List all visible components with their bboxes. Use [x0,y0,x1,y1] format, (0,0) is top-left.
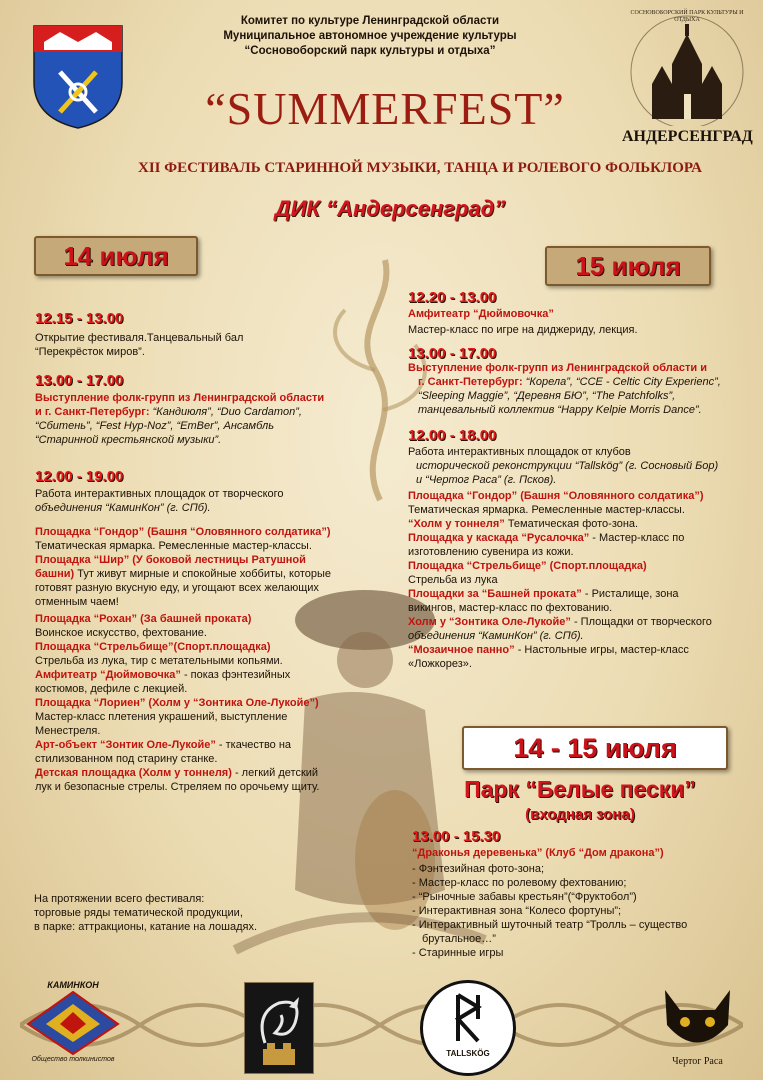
day1-site-shire-desc2: готовят разную вкусную еду, и угощают всех желающих [35,582,319,594]
day2-site-hill-line [408,517,753,531]
day2-site-mermaid-desc1: - Мастер-класс по [589,532,685,544]
day2-block1-time: 12.20 - 13.00 [408,289,497,306]
celtic-knot-ornament [20,975,743,1075]
day2-block2-line3: “Sleeping Maggie”, “Деревня БЮ”, “The Patchfolks”, [418,390,676,402]
day2-site-hill-desc: Тематическая фото-зона. [504,518,639,530]
park-name: Парк “Белые пески” [464,776,696,802]
day1-site-amphi-line [35,668,365,682]
day1-site-lorien-desc1: Мастер-класс плетения украшений, выступление [35,711,288,723]
lynx-icon [650,980,745,1056]
day1-block2-line2 [35,405,365,419]
day1-site-kids-desc1: - легкий детский [231,767,319,779]
andersengrad-logo [622,10,753,156]
footnote-line-3: в парке: аттракционы, катание на лошадях. [34,921,258,933]
festival-footnote [34,892,334,934]
day1-block2-line3: “Сбитень”, “Fest Hyp-Noz”, “EmBer”, Ансамбль [35,420,275,432]
day2-block2-line1: Выступление фолк-групп из Ленинградской области и [408,362,707,374]
day1-site-amphi-desc2: костюмов, дефиле с лекцией. [35,683,188,695]
andersengrad-arc-text: СОСНОВОБОРСКИЙ ПАРК КУЛЬТУРЫ И ОТДЫХА [630,10,744,23]
day2-site-mermaid-line [408,531,753,545]
both-item-5: - Интерактивный шуточный театр “Тролль – существо [412,919,688,931]
day2-block3-line2: исторической реконструкции “Tallskög” (г. Сосновый Бор) [416,460,719,472]
footnote-line-1: На протяжении всего фестиваля: [34,893,205,905]
day2-site-mosaic: “Мозаичное панно” [408,644,515,656]
day1-site-range-desc: Стрельба из лука, тир с метательными копьями. [35,655,283,667]
dragon-house-logo [244,982,314,1074]
park-zone: (входная зона) [525,806,635,823]
day2-site-mosaic-line [408,643,753,657]
header-line-3: “Сосновоборский парк культуры и отдыха” [244,45,496,57]
day1-site-range: Площадка “Стрельбище”(Спорт.площадка) [35,641,271,653]
both-item-6: брутальное…” [422,933,496,945]
tallskog-name: TALLSKÖG [446,1049,490,1058]
day1-site-umbrella-desc2: стилизованном под старину станке. [35,753,218,765]
day1-block2-groups: “Кандиюля”, “Duo Cardamon”, [152,406,302,418]
day1-block1-line2: “Перекрёсток миров”. [35,346,145,358]
both-days-banner: 14 - 15 июля [462,726,728,770]
day1-site-shire-h2: башни) [35,568,78,580]
day2-block2-city: г. Санкт-Петербург: [418,376,526,388]
both-time: 13.00 - 15.30 [412,828,501,845]
day1-site-shire-line2 [35,567,365,581]
day2-site-range-desc: Стрельба из лука [408,574,498,586]
day1-block3-line2: объединения “КаминКон” (г. СПб). [35,502,211,514]
tallskog-logo [420,980,516,1076]
day1-site-rohan-desc: Воинское искусство, фехтование. [35,627,207,639]
day1-block2-line1: Выступление фолк-групп из Ленинградской области [35,392,325,404]
rune-icon [423,983,513,1053]
day1-site-kids: Детская площадка (Холм у тоннеля) [35,767,232,779]
day1-block2-line4: “Старинной крестьянской музыки”. [35,434,222,446]
festival-subtitle: XII ФЕСТИВАЛЬ СТАРИННОЙ МУЗЫКИ, ТАНЦА И РОЛЕВОГО ФОЛЬКЛОРА [138,160,702,176]
day2-block3-time: 12.00 - 18.00 [408,427,497,444]
day2-site-tower-line [408,587,753,601]
day1-block2-time: 13.00 - 17.00 [35,372,124,389]
day2-site-umbrella-line [408,615,753,629]
day2-banner: 15 июля [545,246,711,286]
day2-site-range: Площадка “Стрельбище” (Спорт.площадка) [408,560,647,572]
both-item-2: - Мастер-класс по ролевому фехтованию; [412,877,627,889]
day1-site-rohan: Площадка “Рохан” (За башней проката) [35,613,252,625]
kaminkon-name: КАМИНКОН [47,980,99,990]
day1-site-umbrella-desc1: - ткачество на [215,739,292,751]
day2-site-mermaid: Площадка у каскада “Русалочка” [408,532,590,544]
day2-site-gondor-desc: Тематическая ярмарка. Ремесленные мастер-классы. [408,504,685,516]
day1-site-shire-desc1: Тут живут мирные и спокойные хоббиты, которые [77,568,332,580]
day1-site-umbrella-line [35,738,365,752]
organizer-header [150,14,590,59]
both-item-3: - “Рыночные забавы крестьян”(“Фруктобол”) [412,891,637,903]
castle-icon [622,14,752,126]
both-days-schedule [412,830,752,960]
kaminkon-subtitle: Общество толкинистов [31,1056,115,1063]
day2-block2-line2 [408,375,753,389]
day1-banner: 14 июля [34,236,198,276]
day1-site-lorien-desc2: Менестреля. [35,725,101,737]
day2-block3-line1: Работа интерактивных площадок от клубов [408,446,631,458]
day2-site-hill: “Холм у тоннеля” [408,518,505,530]
day1-schedule [35,312,365,794]
day1-site-gondor-desc: Тематическая ярмарка. Ремесленные мастер-классы. [35,540,312,552]
day1-site-kids-desc2: лук и безопасные стрелы. Стреляем по орочьему щиту. [35,781,320,793]
day2-site-tower-desc2: викингов, мастер-класс по фехтованию. [408,602,613,614]
day2-block3-line3: и “Чертог Раса” (г. Псков). [416,474,557,486]
day1-block1-time: 12.15 - 13.00 [35,310,124,327]
festival-title: “SUMMERFEST” [205,83,565,134]
day2-block1-desc: Мастер-класс по игре на диджериду, лекция. [408,324,638,336]
day2-site-tower: Площадки за “Башней проката” [408,588,582,600]
day1-site-umbrella: Арт-объект “Зонтик Оле-Лукойе” [35,739,216,751]
chertog-rasa-logo [650,980,745,1072]
day2-site-tower-desc1: - Ристалище, зона [581,588,679,600]
day2-site-mosaic-desc2: «Ложкорез». [408,658,472,670]
day1-site-amphi: Амфитеатр “Дюймовочка” [35,669,181,681]
day1-site-amphi-desc1: - показ фэнтезийных [180,669,291,681]
day1-site-shire-desc3: отменным чаем! [35,596,119,608]
venue-title: ДИК “Андерсенград” [274,196,506,221]
day2-site-mosaic-desc1: - Настольные игры, мастер-класс [514,644,689,656]
day2-site-umbrella: Холм у “Зонтика Оле-Лукойе” [408,616,571,628]
day1-block3-time: 12.00 - 19.00 [35,468,124,485]
day2-site-umbrella-desc2: объединения “КаминКон” (г. СПб). [408,630,584,642]
both-item-7: - Старинные игры [412,947,504,959]
header-line-1: Комитет по культуре Ленинградской области [240,15,500,27]
day1-site-shire: Площадка “Шир” (У боковой лестницы Ратушной [35,554,306,566]
leningrad-oblast-coat-of-arms [30,22,126,130]
both-item-1: - Фэнтезийная фото-зона; [412,863,545,875]
day1-site-lorien: Площадка “Лориен” (Холм у “Зонтика Оле-Лукойе”) [35,697,319,709]
day2-block1-venue: Амфитеатр “Дюймовочка” [408,308,554,320]
header-line-2: Муниципальное автономное учреждение культуры [223,30,517,42]
day2-block2-groups: “Корела”, “ССЕ - Celtic City Experienc”, [525,376,721,388]
chertog-rasa-name: Чертог Раса [672,1056,723,1067]
day1-site-gondor: Площадка “Гондор” (Башня “Оловянного солдатика”) [35,526,331,538]
day1-block3-line1: Работа интерактивных площадок от творческого [35,488,284,500]
dragon-icon [245,983,313,1073]
day2-site-mermaid-desc2: изготовлению сувенира из кожи. [408,546,574,558]
day1-site-kids-line [35,766,365,780]
kaminkon-logo [18,980,128,1072]
day2-schedule [408,291,753,671]
day2-site-umbrella-desc1: - Площадки от творческого [570,616,712,628]
day1-block2-city: и г. Санкт-Петербург: [35,406,153,418]
day2-block2-line4: танцевальный коллектив “Happy Kelpie Morris Dance”. [418,404,702,416]
day2-site-gondor: Площадка “Гондор” (Башня “Оловянного солдатика”) [408,490,704,502]
kaminkon-emblem-icon [18,990,128,1056]
day2-block2-time: 13.00 - 17.00 [408,345,497,362]
both-item-4: - Интерактивная зона “Колесо фортуны”; [412,905,622,917]
footnote-line-2: торговые ряды тематической продукции, [34,907,243,919]
andersengrad-name: АНДЕРСЕНГРАД [622,128,753,145]
both-venue: “Драконья деревенька” (Клуб “Дом дракона”) [412,847,664,859]
day1-block1-line1: Открытие фестиваля.Танцевальный бал [35,332,244,344]
